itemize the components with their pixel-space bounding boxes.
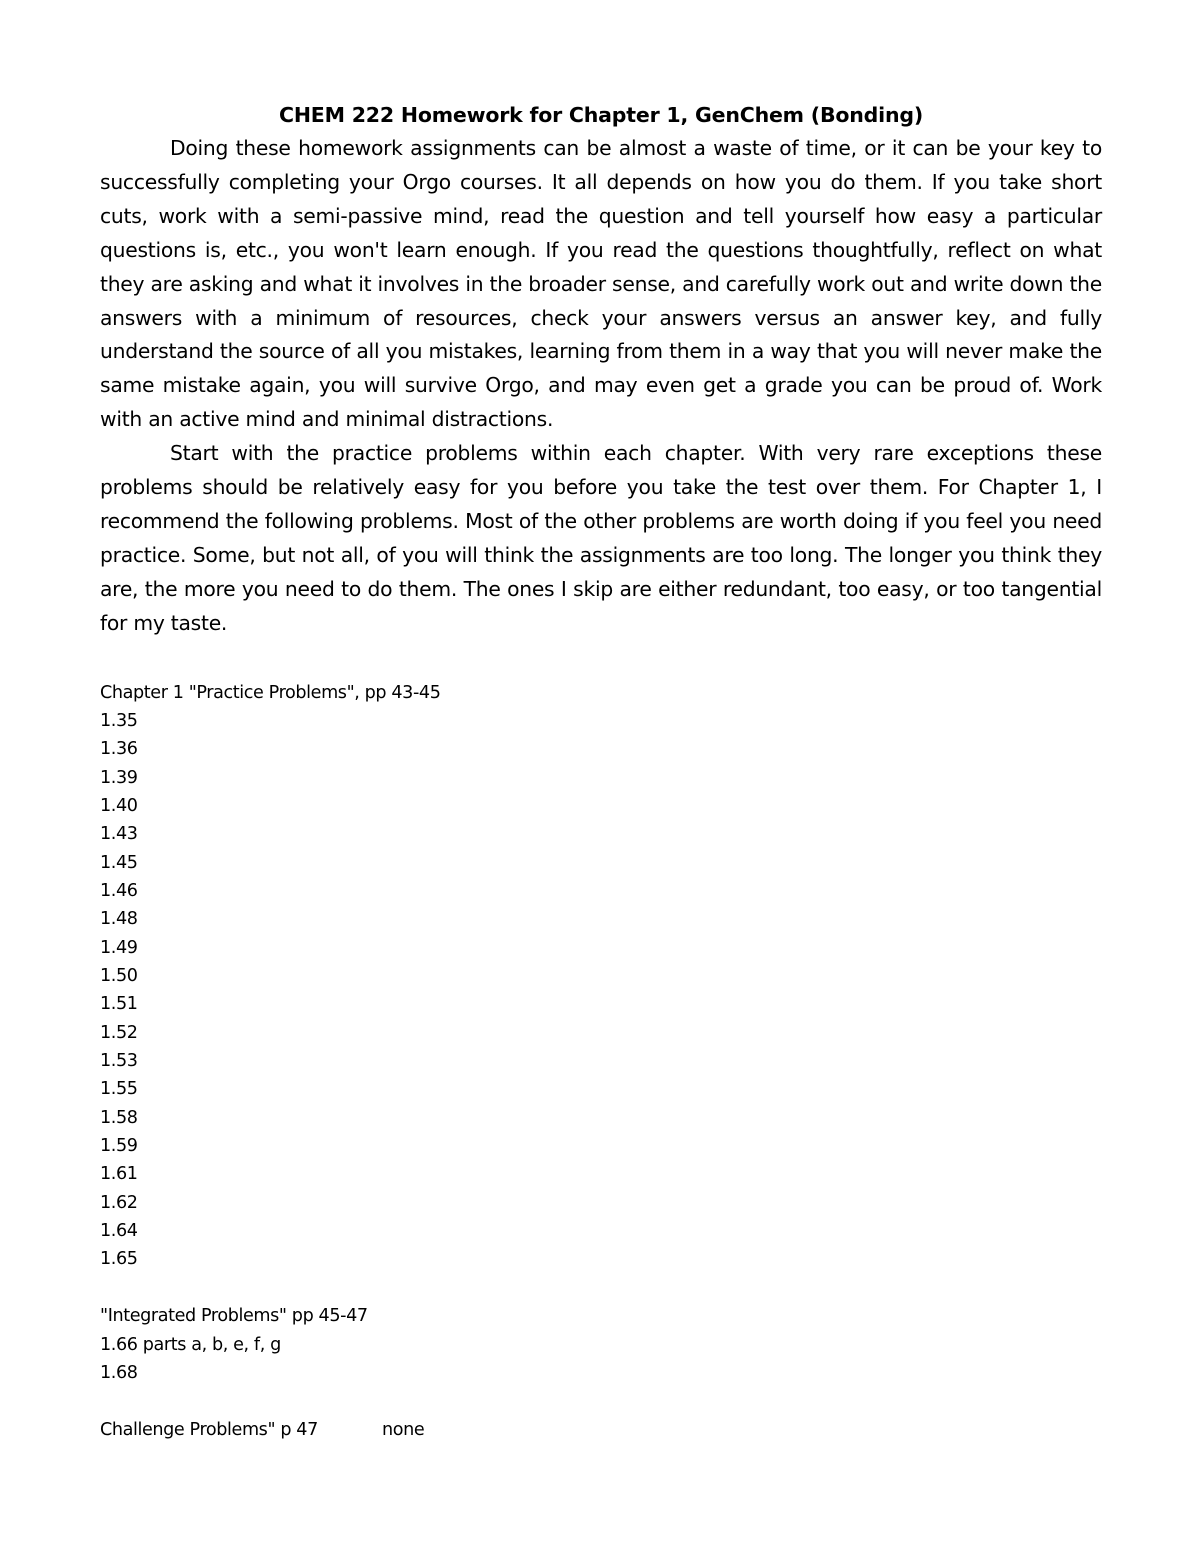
practice-problem-item: 1.48 (100, 909, 138, 930)
challenge-problems-heading: Challenge Problems" p 47 (100, 1419, 318, 1440)
practice-problem-item: 1.39 (100, 767, 138, 788)
practice-problem-item: 1.61 (100, 1164, 138, 1185)
practice-problem-item: 1.43 (100, 824, 138, 845)
practice-problem-item: 1.64 (100, 1221, 138, 1242)
practice-problem-item: 1.52 (100, 1022, 138, 1043)
practice-problem-item: 1.49 (100, 937, 138, 958)
practice-problem-item: 1.59 (100, 1136, 138, 1157)
integrated-problem-item: 1.68 (100, 1362, 138, 1383)
practice-problem-item: 1.65 (100, 1249, 138, 1270)
integrated-problem-item: 1.66 parts a, b, e, f, g (100, 1334, 281, 1355)
practice-problem-item: 1.50 (100, 966, 138, 987)
practice-problem-item: 1.46 (100, 881, 138, 901)
document-page (100, 98, 1102, 1444)
practice-problem-item: 1.58 (100, 1107, 138, 1128)
problem-lists (100, 679, 1102, 1444)
practice-problem-item: 1.51 (100, 994, 138, 1015)
practice-problem-item: 1.62 (100, 1192, 138, 1213)
practice-problem-item: 1.35 (100, 710, 138, 731)
practice-problem-item: 1.55 (100, 1079, 138, 1100)
practice-problem-item: 1.45 (100, 852, 138, 873)
section-spacer (100, 1274, 1102, 1302)
challenge-problems-row (100, 1416, 1102, 1444)
intro-paragraph: Doing these homework assignments can be almost a waste of time, or it can be your key to successfully completing your Orgo courses. It all depends on how you do them. If you take short cuts, work with a semi-passive mind, read the question and tell yourself how easy a particular questions is, etc., you won't learn enough. If you read the questions thoughtfully, reflect on what they are asking and what it involves in the broader sense, and carefully work out and write down the answers with a minimum of resources, check your answers versus an answer key, and fully understand the source of all you mistakes, learning from them in a way that you will never make the same mistake again, you will survive Orgo, and may even get a grade you can be proud of. Work with an active mind and minimal distractions. (100, 136, 1102, 432)
document-title: CHEM 222 Homework for Chapter 1, GenChem (Bonding) (279, 103, 923, 127)
practice-problem-item: 1.36 (100, 739, 138, 760)
integrated-problems-heading: "Integrated Problems" pp 45-47 (100, 1306, 368, 1327)
challenge-problems-value: none (382, 1419, 425, 1440)
instructions-paragraph: Start with the practice problems within each chapter. With very rare exceptions these problems should be relatively easy for you before you take the test over them. For Chapter 1, I recommend the following problems. Most of the other problems are worth doing if you feel you need practice. Some, but not all, of you will think the assignments are too long. The longer you think they are, the more you need to do them. The ones I skip are either redundant, too easy, or too tangential for my taste. (100, 441, 1102, 635)
practice-problem-item: 1.40 (100, 795, 138, 816)
practice-problem-item: 1.53 (100, 1051, 138, 1072)
practice-problems-heading: Chapter 1 "Practice Problems", pp 43-45 (100, 682, 441, 703)
section-spacer (100, 1387, 1102, 1415)
